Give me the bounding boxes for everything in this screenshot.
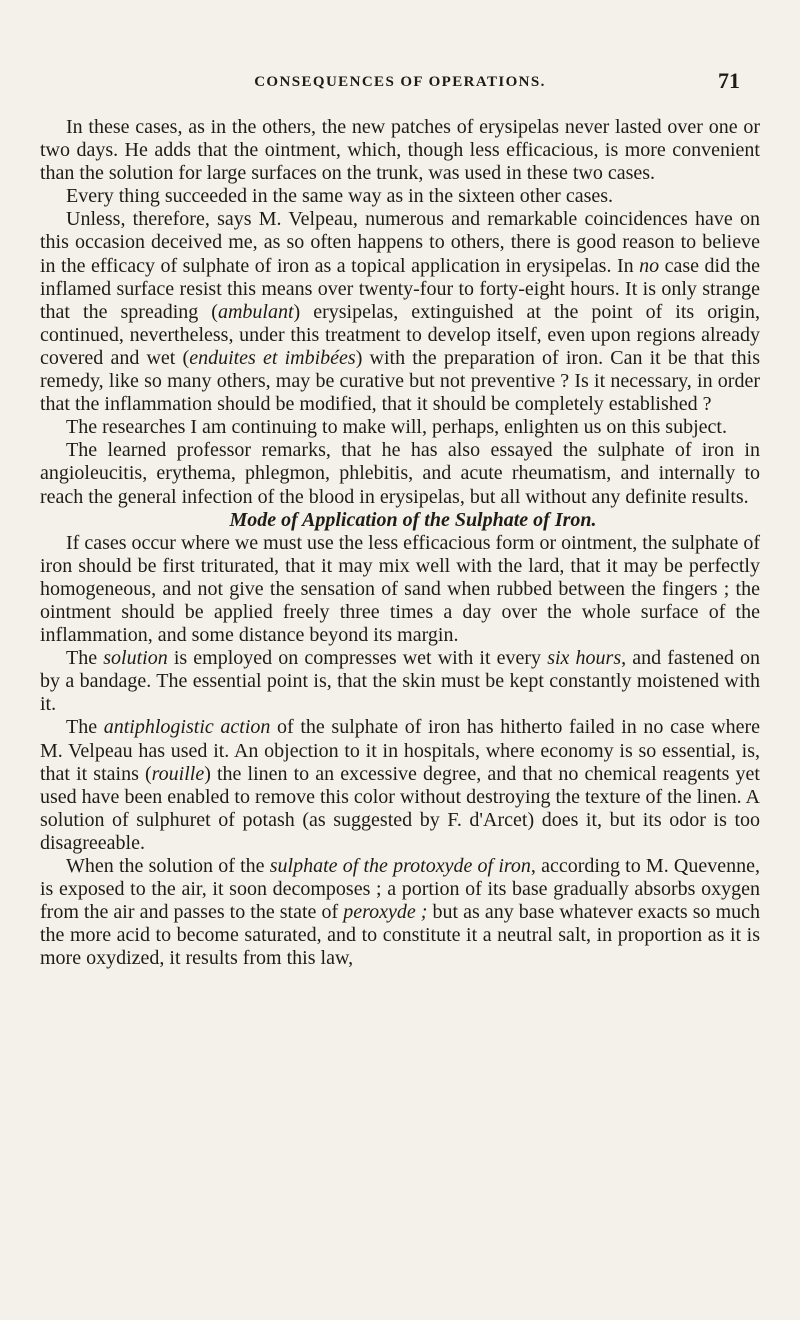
paragraph: Every thing succeeded in the same way as in the sixteen other cases. [66, 185, 614, 208]
text-run: The [66, 647, 104, 670]
section-heading: Mode of Application of the Sulphate of Iron. [229, 508, 597, 531]
paragraph [40, 855, 760, 970]
italic-text: ambulant [217, 300, 294, 323]
paragraph: The researches I am continuing to make will, perhaps, enlighten us on this subject. [66, 416, 727, 439]
italic-text: sulphate of the protoxyde of iron [269, 855, 531, 877]
text-run: The [66, 716, 104, 739]
page-number: 71 [718, 68, 740, 93]
page-header [60, 68, 740, 96]
text-run: When the solution of the [66, 855, 270, 877]
text-run: , according to M. Quevenne, is exposed to the air, it soon decomposes ; a portion of its base gradually absorbs oxygen from the air and passes to the state of [40, 855, 760, 924]
italic-text: six hours [547, 647, 622, 670]
italic-text: enduites et imbibées [189, 346, 356, 369]
body-text [40, 116, 760, 970]
paragraph [40, 647, 760, 716]
italic-text: rouille [151, 762, 205, 785]
paragraph [40, 208, 760, 416]
italic-text: no [639, 254, 660, 277]
text-run: , and fastened on by a bandage. The essential point is, that the skin must be kept constantly moistened with it. [40, 647, 761, 716]
text-run: ) with the preparation of iron. Can it be that this remedy, like so many others, may be curative but not preventive ? Is it necessary, in order that the inflammation should be modified, that it should be completely established ? [40, 346, 760, 416]
text-run: is employed on compresses wet with it every [167, 647, 548, 670]
paragraph: The learned professor remarks, that he has also essayed the sulphate of iron in angioleucitis, erythema, phlegmon, phlebitis, and acute rheumatism, and internally to reach the general infection of the blood in erysipelas, but all without any definite results. [40, 439, 760, 508]
text-run: but as any base whatever exacts so much the more acid to become saturated, and to constitute it a neutral salt, in proportion as it is more oxydized, it results from this law, [40, 901, 760, 970]
paragraph: In these cases, as in the others, the new patches of erysipelas never lasted over one or two days. He adds that the ointment, which, though less efficacious, is more convenient than the solution for large surfaces on the trunk, was used in these two cases. [40, 116, 760, 185]
text-run: Unless, therefore, says M. Velpeau, numerous and remarkable coincidences have on this occasion deceived me, as so often happens to others, there is good reason to believe in the efficacy of sulphate of iron as a topical application in erysipelas. In [40, 208, 760, 277]
italic-text: solution [103, 647, 168, 670]
text-run: ) the linen to an excessive degree, and that no chemical reagents yet used have been enabled to remove this color without destroying the texture of the linen. A solution of sulphuret of potash (as suggested by F. d'Arcet) does it, but its odor is too disagreeable. [40, 762, 760, 854]
text-run: of the sulphate of iron has hitherto failed in no case where M. Velpeau has used it. An objection to it in hospitals, where economy is so essential, is, that it stains ( [40, 716, 761, 785]
paragraph: If cases occur where we must use the less efficacious form or ointment, the sulphate of iron should be first triturated, that it may mix well with the lard, that it may be perfectly homogeneous, and not give the sensation of sand when rubbed between the fingers ; the ointment should be applied freely three times a day over the whole surface of the inflammation, and some distance beyond its margin. [40, 531, 760, 647]
italic-text: antiphlogistic action [103, 716, 271, 739]
running-head: CONSEQUENCES OF OPERATIONS. [254, 74, 546, 90]
text-run: ) erysipelas, extinguished at the point of its origin, continued, nevertheless, under this treatment to develop itself, even upon regions already covered and wet ( [40, 300, 760, 369]
paragraph [40, 716, 760, 855]
italic-text: peroxyde ; [343, 901, 428, 924]
text-run: case did the inflamed surface resist this means over twenty-four to forty-eight hours. It is only strange that the spreading ( [40, 254, 760, 323]
